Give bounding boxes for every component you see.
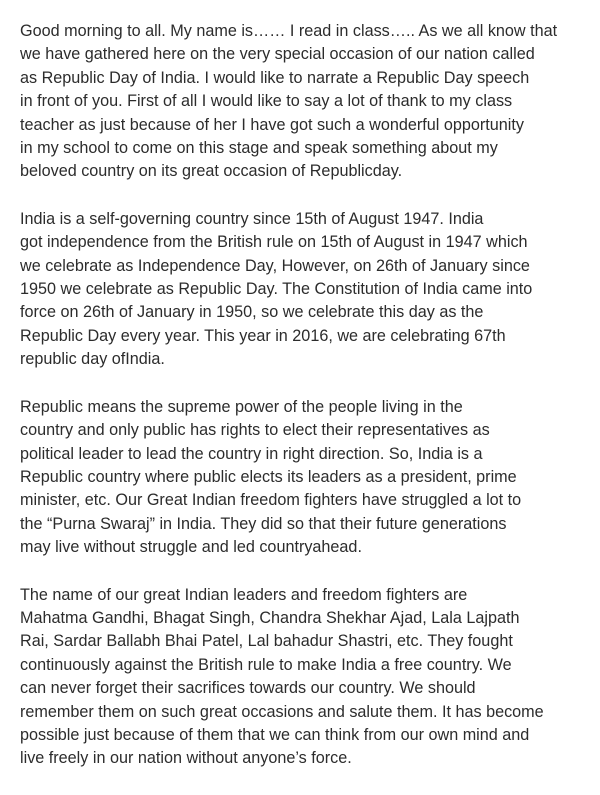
- text-line: republic day ofIndia.: [20, 350, 165, 369]
- text-line: we celebrate as Independence Day, However, on 26th of January since: [20, 256, 530, 275]
- text-line: Rai, Sardar Ballabh Bhai Patel, Lal bahadur Shastri, etc. They fought: [20, 632, 513, 651]
- text-line: teacher as just because of her I have got such a wonderful opportunity: [20, 115, 524, 134]
- text-line: beloved country on its great occasion of Republicday.: [20, 162, 403, 181]
- paragraph-freedom-fighters: [20, 584, 592, 771]
- speech-document: [20, 20, 592, 795]
- text-line: The name of our great Indian leaders and freedom fighters are: [20, 585, 468, 604]
- text-line: India is a self-governing country since 15th of August 1947. India: [20, 209, 484, 228]
- text-line: force on 26th of January in 1950, so we celebrate this day as the: [20, 303, 484, 322]
- text-line: Mahatma Gandhi, Bhagat Singh, Chandra Shekhar Ajad, Lala Lajpath: [20, 608, 520, 627]
- paragraph-independence: [20, 208, 592, 372]
- text-line: can never forget their sacrifices towards our country. We should: [20, 679, 476, 698]
- text-line: Republic country where public elects its leaders as a president, prime: [20, 467, 517, 486]
- text-line: we have gathered here on the very special occasion of our nation called: [20, 45, 535, 64]
- text-line: continuously against the British rule to make India a free country. We: [20, 655, 512, 674]
- text-line: remember them on such great occasions and salute them. It has become: [20, 702, 544, 721]
- text-line: political leader to lead the country in right direction. So, India is a: [20, 444, 483, 463]
- text-line: Republic means the supreme power of the people living in the: [20, 397, 463, 416]
- text-line: in front of you. First of all I would like to say a lot of thank to my class: [20, 92, 513, 111]
- text-line: Good morning to all. My name is…… I read in class….. As we all know that: [20, 22, 558, 40]
- text-line: as Republic Day of India. I would like to narrate a Republic Day speech: [20, 68, 530, 87]
- text-line: possible just because of them that we can think from our own mind and: [20, 725, 530, 744]
- text-line: in my school to come on this stage and speak something about my: [20, 139, 498, 158]
- text-line: minister, etc. Our Great Indian freedom fighters have struggled a lot to: [20, 491, 522, 510]
- text-line: Republic Day every year. This year in 2016, we are celebrating 67th: [20, 326, 506, 345]
- text-line: 1950 we celebrate as Republic Day. The Constitution of India came into: [20, 280, 533, 299]
- text-line: live freely in our nation without anyone’s force.: [20, 749, 352, 768]
- text-line: got independence from the British rule on 15th of August in 1947 which: [20, 233, 528, 252]
- text-line: the “Purna Swaraj” in India. They did so that their future generations: [20, 514, 507, 533]
- paragraph-greeting: [20, 20, 592, 184]
- text-line: may live without struggle and led countryahead.: [20, 538, 362, 557]
- paragraph-republic-meaning: [20, 396, 592, 560]
- text-line: country and only public has rights to elect their representatives as: [20, 421, 490, 440]
